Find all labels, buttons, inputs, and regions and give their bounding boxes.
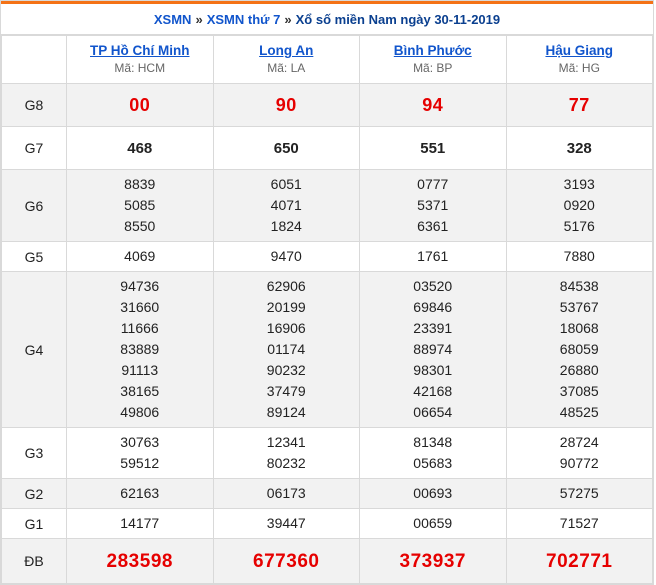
result-number: 69846 (413, 299, 453, 315)
result-number: 90772 (559, 455, 599, 471)
result-cell (213, 509, 360, 539)
prize-label: G4 (2, 272, 67, 428)
result-number: 06654 (413, 404, 453, 420)
breadcrumb-link-xsmn[interactable]: XSMN (153, 11, 192, 27)
result-cell (506, 84, 653, 127)
result-number: 3193 (563, 176, 595, 192)
table-row (2, 479, 653, 509)
result-number: 6051 (270, 176, 302, 192)
prize-column-header (2, 36, 67, 84)
result-cell (360, 272, 507, 428)
result-cell (67, 479, 214, 509)
table-row (2, 272, 653, 428)
table-row (2, 242, 653, 272)
result-number: 18068 (559, 320, 599, 336)
result-number: 83889 (120, 341, 160, 357)
result-number: 0777 (417, 176, 449, 192)
result-cell (506, 170, 653, 242)
table-row (2, 428, 653, 479)
lottery-results-table (1, 35, 653, 584)
result-cell (506, 127, 653, 170)
result-number: 05683 (413, 455, 453, 471)
province-header-3 (506, 36, 653, 84)
result-number: 53767 (559, 299, 599, 315)
result-number: 77 (568, 94, 590, 115)
result-cell (67, 539, 214, 584)
result-number: 7880 (563, 248, 595, 264)
result-number: 551 (420, 139, 446, 157)
table-row (2, 539, 653, 584)
result-cell (213, 84, 360, 127)
result-number: 6361 (417, 218, 449, 234)
result-cell (67, 509, 214, 539)
breadcrumb-link-xsmn-thu-7[interactable]: XSMN thứ 7 (206, 11, 281, 27)
prize-label: G5 (2, 242, 67, 272)
table-row (2, 84, 653, 127)
result-number: 30763 (120, 434, 160, 450)
result-number: 00659 (413, 515, 453, 531)
result-cell (213, 242, 360, 272)
result-number: 57275 (559, 485, 599, 501)
result-cell (360, 127, 507, 170)
breadcrumb-separator-2: » (284, 11, 292, 27)
result-cell (506, 428, 653, 479)
result-cell (67, 272, 214, 428)
result-cell (213, 127, 360, 170)
result-cell (67, 170, 214, 242)
breadcrumb-separator-1: » (195, 11, 203, 27)
result-number: 84538 (559, 278, 599, 294)
province-name-link[interactable]: Hậu Giang (545, 43, 613, 58)
result-number: 98301 (413, 362, 453, 378)
result-cell (213, 170, 360, 242)
prize-label: G6 (2, 170, 67, 242)
province-name-link[interactable]: Long An (259, 43, 314, 58)
result-cell (506, 509, 653, 539)
result-number: 31660 (120, 299, 160, 315)
prize-label: G7 (2, 127, 67, 170)
result-number: 37085 (559, 383, 599, 399)
result-number: 12341 (266, 434, 306, 450)
result-cell (360, 428, 507, 479)
result-cell (506, 479, 653, 509)
table-header (2, 36, 653, 84)
result-cell (360, 479, 507, 509)
province-name-link[interactable]: TP Hồ Chí Minh (90, 43, 190, 58)
result-number: 5085 (124, 197, 156, 213)
result-number: 468 (127, 139, 153, 157)
result-cell (360, 509, 507, 539)
result-number: 06173 (266, 485, 306, 501)
province-code: Mã: BP (413, 61, 453, 75)
result-number: 80232 (266, 455, 306, 471)
result-number: 14177 (120, 515, 160, 531)
result-number: 650 (273, 139, 299, 157)
result-cell (67, 127, 214, 170)
result-cell (213, 428, 360, 479)
result-number: 71527 (559, 515, 599, 531)
result-number: 62906 (266, 278, 306, 294)
table-header-row (2, 36, 653, 84)
result-cell (67, 84, 214, 127)
result-number: 90232 (266, 362, 306, 378)
province-header-2 (360, 36, 507, 84)
result-number: 90 (275, 94, 297, 115)
result-number: 42168 (413, 383, 453, 399)
province-name-link[interactable]: Bình Phước (393, 43, 472, 58)
result-number: 283598 (106, 550, 173, 572)
breadcrumb (1, 1, 653, 35)
result-number: 677360 (253, 550, 320, 572)
result-number: 1761 (417, 248, 449, 264)
prize-label: G3 (2, 428, 67, 479)
result-number: 23391 (413, 320, 453, 336)
result-cell (360, 170, 507, 242)
result-number: 8839 (124, 176, 156, 192)
province-code: Mã: HG (558, 61, 600, 75)
province-header-1 (213, 36, 360, 84)
result-number: 702771 (546, 550, 613, 572)
result-cell (506, 539, 653, 584)
result-number: 38165 (120, 383, 160, 399)
result-number: 68059 (559, 341, 599, 357)
result-number: 00693 (413, 485, 453, 501)
result-number: 62163 (120, 485, 160, 501)
breadcrumb-current-page: Xổ số miền Nam ngày 30-11-2019 (295, 11, 501, 27)
prize-label: G8 (2, 84, 67, 127)
result-number: 26880 (559, 362, 599, 378)
result-number: 01174 (267, 341, 306, 357)
result-cell (360, 539, 507, 584)
prize-label: ĐB (2, 539, 67, 584)
result-number: 59512 (120, 455, 160, 471)
table-row (2, 127, 653, 170)
result-number: 4069 (124, 248, 156, 264)
result-cell (506, 242, 653, 272)
result-number: 373937 (399, 550, 466, 572)
prize-label: G1 (2, 509, 67, 539)
result-number: 81348 (413, 434, 453, 450)
prize-label: G2 (2, 479, 67, 509)
result-number: 5176 (563, 218, 595, 234)
result-number: 8550 (124, 218, 156, 234)
result-number: 49806 (120, 404, 160, 420)
result-number: 11666 (120, 320, 159, 336)
result-cell (213, 479, 360, 509)
result-number: 39447 (266, 515, 306, 531)
result-number: 91113 (121, 362, 159, 378)
result-number: 94 (422, 94, 444, 115)
table-row (2, 170, 653, 242)
result-number: 20199 (266, 299, 306, 315)
result-number: 00 (129, 94, 151, 115)
result-number: 48525 (559, 404, 599, 420)
result-cell (67, 428, 214, 479)
table-row (2, 509, 653, 539)
result-cell (213, 272, 360, 428)
result-cell (360, 242, 507, 272)
result-cell (213, 539, 360, 584)
result-number: 4071 (270, 197, 302, 213)
result-number: 89124 (266, 404, 306, 420)
result-number: 28724 (559, 434, 599, 450)
result-number: 9470 (270, 248, 302, 264)
result-cell (67, 242, 214, 272)
table-body (2, 84, 653, 584)
result-number: 328 (566, 139, 592, 157)
result-cell (506, 272, 653, 428)
result-number: 88974 (413, 341, 453, 357)
result-number: 37479 (266, 383, 306, 399)
result-number: 94736 (120, 278, 160, 294)
result-number: 0920 (563, 197, 595, 213)
result-number: 03520 (413, 278, 453, 294)
result-number: 1824 (270, 218, 302, 234)
province-code: Mã: LA (267, 61, 306, 75)
result-number: 5371 (417, 197, 449, 213)
province-code: Mã: HCM (114, 61, 166, 75)
province-header-0 (67, 36, 214, 84)
result-number: 16906 (266, 320, 306, 336)
result-cell (360, 84, 507, 127)
